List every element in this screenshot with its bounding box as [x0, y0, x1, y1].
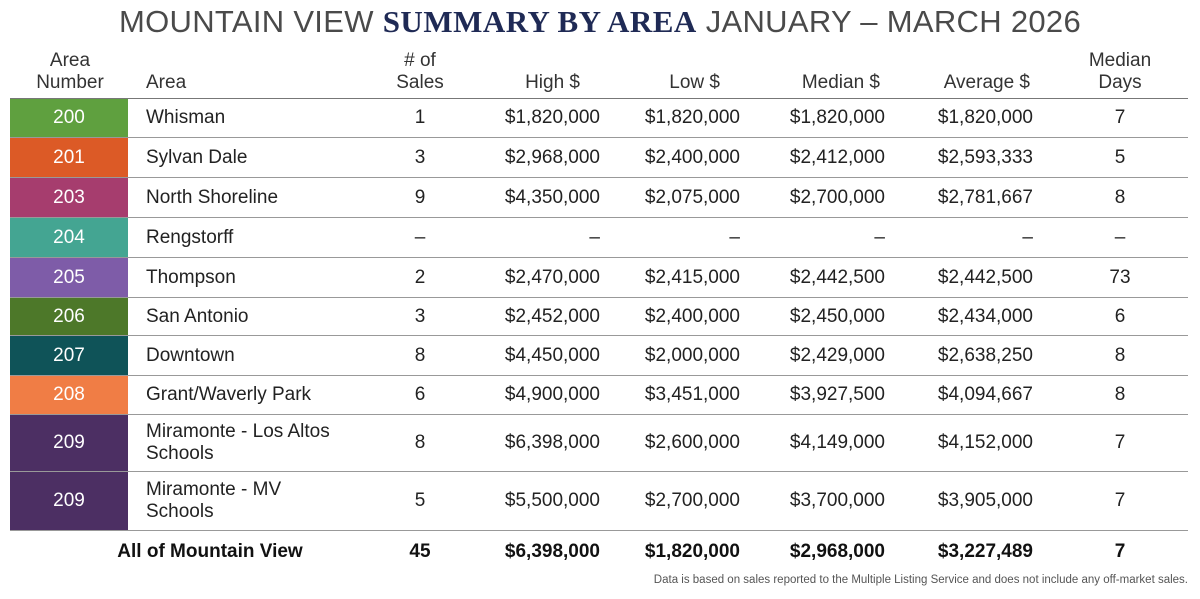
title-part-1: MOUNTAIN VIEW — [119, 4, 383, 39]
footnote: Data is based on sales reported to the Multiple Listing Service and does not include any off-market sales. — [653, 574, 1188, 586]
median-days: 7 — [1114, 107, 1126, 128]
average-price: $2,434,000 — [937, 305, 1033, 327]
area-number-badge: 206 — [10, 298, 128, 335]
sales-count: 8 — [414, 344, 426, 366]
median-price: $2,429,000 — [789, 344, 885, 366]
total-label: All of Mountain View — [117, 541, 303, 562]
median-days: 73 — [1109, 266, 1131, 288]
average-price: $3,905,000 — [937, 490, 1033, 511]
title-accent: SUMMARY BY AREA — [382, 4, 697, 39]
average-price: – — [1022, 226, 1033, 248]
high-price: $6,398,000 — [504, 432, 600, 453]
sales-count: 5 — [414, 490, 426, 511]
area-name: Grant/Waverly Park — [146, 384, 312, 405]
median-price: $1,820,000 — [789, 107, 885, 128]
high-price: – — [589, 226, 600, 248]
page-title — [0, 4, 1200, 40]
area-number-badge: 207 — [10, 336, 128, 375]
low-price: $1,820,000 — [644, 107, 740, 128]
median-price: $2,450,000 — [789, 305, 885, 327]
median-days: 5 — [1114, 146, 1126, 168]
high-price: $5,500,000 — [504, 490, 600, 511]
sales-count: 1 — [414, 107, 426, 128]
total-sales: 45 — [409, 541, 431, 562]
area-name: Downtown — [146, 344, 235, 366]
area-name: Thompson — [146, 266, 236, 288]
average-price: $2,781,667 — [937, 186, 1033, 208]
sales-count: 9 — [414, 186, 426, 208]
low-price: $2,400,000 — [644, 146, 740, 168]
low-price: $2,700,000 — [644, 490, 740, 511]
area-number-badge: 204 — [10, 218, 128, 257]
average-price: $2,593,333 — [937, 146, 1033, 168]
sales-count: 8 — [414, 432, 426, 453]
title-part-2: JANUARY – MARCH 2026 — [696, 4, 1081, 39]
median-price: $3,927,500 — [789, 384, 885, 405]
low-price: – — [729, 226, 740, 248]
table-row-209-los-altos — [10, 415, 1188, 472]
header-average: Average $ — [943, 72, 1030, 93]
sales-count: 3 — [414, 146, 426, 168]
area-name: Whisman — [146, 107, 226, 128]
area-name: Sylvan Dale — [146, 146, 248, 168]
table-row-205 — [10, 258, 1188, 298]
area-number-badge: 209 — [10, 472, 128, 530]
low-price: $2,075,000 — [644, 186, 740, 208]
total-days: 7 — [1114, 541, 1126, 562]
table-row-201 — [10, 138, 1188, 178]
area-name: North Shoreline — [146, 186, 279, 208]
low-price: $2,415,000 — [644, 266, 740, 288]
median-price: $3,700,000 — [789, 490, 885, 511]
total-row — [10, 532, 1188, 572]
high-price: $4,900,000 — [504, 384, 600, 405]
table-row-209-mv — [10, 472, 1188, 531]
area-name: San Antonio — [146, 305, 249, 327]
header-low: Low $ — [669, 72, 720, 93]
median-price: $2,700,000 — [789, 186, 885, 208]
average-price: $2,638,250 — [937, 344, 1033, 366]
sales-count: – — [414, 226, 426, 248]
area-number-badge: 209 — [10, 415, 128, 471]
area-name: Rengstorff — [146, 226, 234, 248]
median-days: 8 — [1114, 384, 1126, 405]
average-price: $1,820,000 — [937, 107, 1033, 128]
median-days: – — [1114, 226, 1126, 248]
table-row-206 — [10, 298, 1188, 336]
sales-count: 3 — [414, 305, 426, 327]
median-price: $2,412,000 — [789, 146, 885, 168]
average-price: $2,442,500 — [937, 266, 1033, 288]
high-price: $4,350,000 — [504, 186, 600, 208]
header-area: Area — [146, 72, 187, 93]
table-row-204 — [10, 218, 1188, 258]
header-sales: # of Sales — [396, 50, 444, 93]
total-low: $1,820,000 — [644, 541, 740, 562]
high-price: $1,820,000 — [504, 107, 600, 128]
high-price: $4,450,000 — [504, 344, 600, 366]
sales-count: 2 — [414, 266, 426, 288]
median-days: 6 — [1114, 305, 1126, 327]
table-row-200 — [10, 98, 1188, 138]
table-row-203 — [10, 178, 1188, 218]
area-number-badge: 208 — [10, 376, 128, 414]
total-high: $6,398,000 — [504, 541, 600, 562]
header-median-days: Median Days — [1088, 50, 1152, 93]
table-row-207 — [10, 336, 1188, 376]
header-high: High $ — [525, 72, 580, 93]
high-price: $2,452,000 — [504, 305, 600, 327]
table-row-208 — [10, 376, 1188, 415]
area-number-badge: 200 — [10, 99, 128, 137]
average-price: $4,152,000 — [937, 432, 1033, 453]
area-number-badge: 205 — [10, 258, 128, 297]
high-price: $2,470,000 — [504, 266, 600, 288]
low-price: $2,600,000 — [644, 432, 740, 453]
header-area-number: Area Number — [36, 50, 104, 93]
area-name: Miramonte - Los Altos Schools — [146, 421, 330, 464]
low-price: $2,000,000 — [644, 344, 740, 366]
low-price: $3,451,000 — [644, 384, 740, 405]
median-days: 7 — [1114, 490, 1126, 511]
sales-count: 6 — [414, 384, 426, 405]
average-price: $4,094,667 — [937, 384, 1033, 405]
total-median: $2,968,000 — [789, 541, 885, 562]
area-number-badge: 201 — [10, 138, 128, 177]
median-price: $4,149,000 — [789, 432, 885, 453]
summary-table — [10, 98, 1188, 531]
median-days: 7 — [1114, 432, 1126, 453]
header-median: Median $ — [801, 72, 880, 93]
total-average: $3,227,489 — [937, 541, 1033, 562]
high-price: $2,968,000 — [504, 146, 600, 168]
median-days: 8 — [1114, 186, 1126, 208]
area-name: Miramonte - MV Schools — [146, 479, 282, 522]
median-price: – — [874, 226, 885, 248]
low-price: $2,400,000 — [644, 305, 740, 327]
area-number-badge: 203 — [10, 178, 128, 217]
median-days: 8 — [1114, 344, 1126, 366]
median-price: $2,442,500 — [789, 266, 885, 288]
